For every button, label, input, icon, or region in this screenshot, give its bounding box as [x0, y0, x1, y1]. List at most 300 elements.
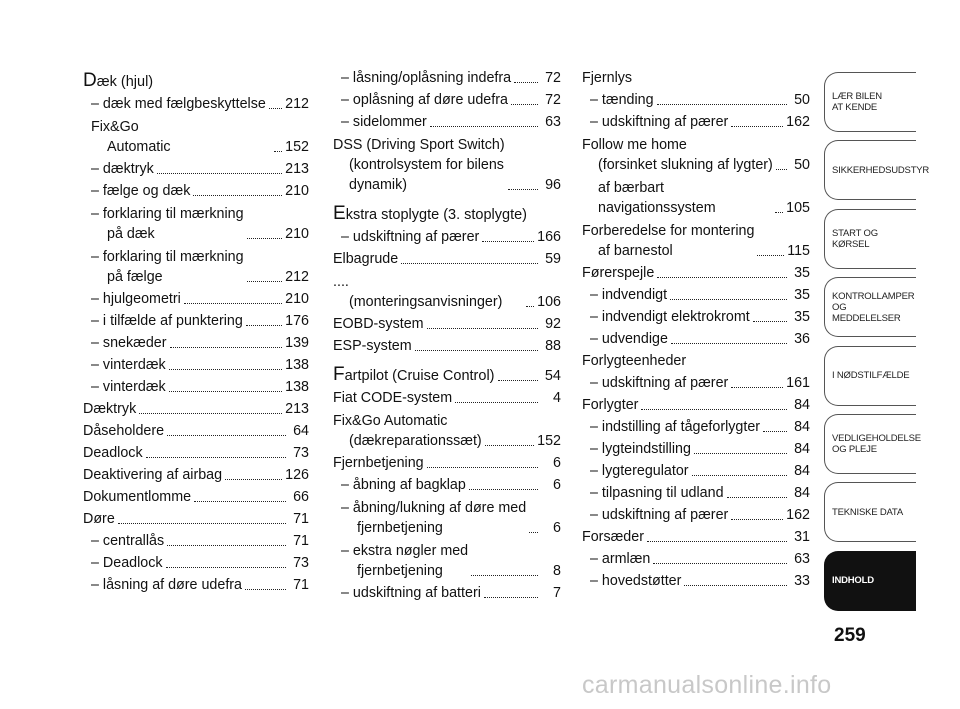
page-ref: 71 [293, 511, 309, 527]
entry-text: – hjulgeometri [91, 291, 181, 307]
entry-text: – Deadlock [91, 555, 163, 571]
entry-label [91, 531, 164, 551]
index-entry [83, 465, 309, 485]
leader-dots [692, 473, 787, 476]
entry-continuation: af bærbart navigationssystem [598, 180, 716, 216]
index-entry [582, 395, 810, 415]
index-entry [83, 311, 309, 331]
leader-dots [671, 341, 787, 344]
index-entry [582, 439, 810, 459]
index-entry [582, 90, 810, 110]
tab-label-line: KONTROLLAMPER [832, 290, 915, 302]
entry-text: .... [333, 274, 349, 290]
entry-text: – udvendige [590, 331, 668, 347]
entry-label [341, 112, 427, 132]
leader-dots [529, 530, 538, 533]
index-entry [83, 333, 309, 353]
index-entry [333, 453, 561, 473]
tab-label [832, 370, 909, 381]
index-entry [83, 246, 309, 287]
page-ref: 152 [285, 139, 309, 155]
index-section-heading [333, 199, 561, 225]
entry-text: Elbagrude [333, 251, 399, 267]
page-ref: 36 [794, 331, 810, 347]
index-entry [333, 90, 561, 110]
entry-label [83, 487, 191, 507]
index-entry [333, 540, 561, 581]
page-ref: 72 [545, 92, 561, 108]
entry-text: – fælge og dæk [91, 183, 191, 199]
leader-dots [763, 429, 787, 432]
index-entry [582, 417, 810, 437]
leader-dots [247, 236, 283, 239]
leader-dots [775, 210, 783, 213]
tab-label-line: TEKNISKE DATA [832, 506, 903, 518]
leader-dots [731, 517, 783, 520]
page-ref: 6 [553, 520, 561, 536]
page-ref: 84 [794, 419, 810, 435]
leader-dots [245, 587, 286, 590]
leader-dots [246, 323, 282, 326]
entry-text: Dæktryk [83, 401, 137, 417]
entry-text: – lygteregulator [590, 463, 689, 479]
entry-label [582, 395, 638, 415]
entry-label [83, 465, 222, 485]
index-entry [333, 410, 561, 451]
leader-dots [482, 239, 534, 242]
tab-label-line: OG PLEJE [832, 443, 877, 455]
entry-label [341, 541, 468, 581]
tab-label-line: SIKKERHEDSUDSTYR [832, 164, 930, 176]
index-entry [582, 220, 810, 261]
tab-tekniske-data[interactable] [824, 482, 916, 542]
index-column-1 [83, 66, 309, 595]
index-entry [333, 249, 561, 269]
tab-sikkerhedsudstyr[interactable] [824, 140, 930, 200]
entry-label [582, 177, 772, 218]
page-ref: 115 [787, 243, 810, 259]
index-entry [582, 263, 810, 283]
page-ref: 73 [293, 555, 309, 571]
leader-dots [184, 301, 282, 304]
entry-text: ESP-system [333, 338, 412, 354]
index-entry [333, 583, 561, 603]
page-ref: 92 [545, 316, 561, 332]
leader-dots [653, 561, 787, 564]
chapter-tabs [824, 72, 930, 619]
entry-text: – tænding [590, 92, 654, 108]
entry-text: – tilpasning til udland [590, 485, 724, 501]
entry-text: – snekæder [91, 335, 167, 351]
index-entry [83, 487, 309, 507]
entry-label [590, 90, 654, 110]
page-ref: 84 [794, 463, 810, 479]
index-entry [333, 134, 561, 195]
page-ref: 71 [293, 533, 309, 549]
entry-label [582, 351, 686, 371]
page-ref: 176 [285, 313, 309, 329]
leader-dots [139, 411, 282, 414]
leader-dots [498, 378, 539, 381]
entry-text: – åbning/lukning af døre med [341, 500, 527, 516]
index-entry [333, 314, 561, 334]
page-ref: 33 [794, 573, 810, 589]
index-entry [83, 203, 309, 244]
index-entry [582, 527, 810, 547]
entry-text: Deaktivering af airbag [83, 467, 223, 483]
page-ref: 31 [794, 529, 810, 545]
page-ref: 84 [794, 397, 810, 413]
index-entry [582, 505, 810, 525]
tab-i-nødstilfælde[interactable] [824, 346, 916, 406]
leader-dots [167, 433, 286, 436]
page-ref: 35 [794, 309, 810, 325]
leader-dots [508, 187, 538, 190]
entry-label [341, 227, 479, 247]
entry-text: – udskiftning af pærer [590, 114, 729, 130]
leader-dots [694, 451, 787, 454]
index-entry [333, 497, 561, 538]
entry-text: Fjernlys [582, 70, 633, 86]
entry-label [333, 249, 398, 269]
leader-dots [193, 193, 282, 196]
page-ref: 152 [537, 433, 561, 449]
page-ref: 166 [537, 229, 561, 245]
entry-text: – hovedstøtter [590, 573, 682, 589]
index-entry [582, 68, 810, 88]
entry-label [590, 571, 681, 591]
entry-label [91, 333, 167, 353]
index-entry [333, 475, 561, 495]
entry-label [83, 509, 115, 529]
index-section-heading [83, 66, 309, 92]
entry-text: – indstilling af tågeforlygter [590, 419, 761, 435]
entry-text: – forklaring til mærkning [91, 249, 244, 265]
entry-text: Forberedelse for montering [582, 223, 755, 239]
tab-label [832, 507, 903, 518]
entry-text: – åbning af bagklap [341, 477, 466, 493]
index-entry [333, 68, 561, 88]
index-entry [582, 549, 810, 569]
page-ref: 54 [544, 368, 561, 384]
index-entry [83, 443, 309, 463]
leader-dots [455, 400, 538, 403]
tab-start-og-kørsel[interactable] [824, 209, 916, 269]
page-ref: 162 [786, 114, 810, 130]
leader-dots [657, 275, 787, 278]
page-ref: 66 [293, 489, 309, 505]
tab-label-line: START OG KØRSEL [832, 227, 878, 250]
page-ref: 88 [545, 338, 561, 354]
tab-label [832, 91, 882, 113]
index-entry [83, 575, 309, 595]
entry-label [91, 204, 244, 244]
entry-text: – ekstra nøgler med [341, 543, 469, 559]
index-entry [83, 553, 309, 573]
entry-label [91, 247, 244, 287]
page-ref: 105 [786, 200, 810, 216]
index-section-heading [333, 360, 561, 386]
entry-label [590, 549, 650, 569]
entry-label [582, 527, 644, 547]
entry-continuation: Automatic [107, 139, 171, 155]
entry-label [341, 90, 508, 110]
entry-label [91, 553, 163, 573]
entry-text: – indvendigt [590, 287, 668, 303]
entry-continuation: (dækreparationssæt) [349, 433, 482, 449]
index-entry [582, 373, 810, 393]
leader-dots [731, 385, 783, 388]
page-ref: 106 [537, 294, 561, 310]
entry-continuation: (forsinket slukning af lygter) [598, 157, 773, 173]
entry-label [333, 336, 412, 356]
entry-text: – i tilfælde af punktering [91, 313, 243, 329]
entry-label [91, 94, 266, 114]
index-entry [83, 421, 309, 441]
entry-label [590, 307, 750, 327]
entry-text: DSS (Driving Sport Switch) [333, 137, 505, 153]
leader-dots [731, 124, 783, 127]
leader-dots [247, 279, 283, 282]
leader-dots [225, 477, 282, 480]
leader-dots [167, 543, 286, 546]
page-ref: 210 [285, 291, 309, 307]
page-ref: 72 [545, 70, 561, 86]
index-column-2 [333, 66, 561, 603]
leader-dots [657, 102, 787, 105]
page-ref: 73 [293, 445, 309, 461]
entry-label [333, 411, 482, 451]
page-ref: 4 [553, 390, 561, 406]
entry-text: – lygteindstilling [590, 441, 691, 457]
page-ref: 6 [553, 477, 561, 493]
tab-label-line: VEDLIGEHOLDELSE [832, 432, 921, 444]
entry-label [590, 373, 728, 393]
page-ref: 50 [794, 92, 810, 108]
entry-text: Follow me home [582, 137, 687, 153]
index-entry [582, 461, 810, 481]
entry-continuation: dynamik) [349, 177, 407, 193]
leader-dots [269, 106, 282, 109]
leader-dots [430, 124, 538, 127]
leader-dots [427, 326, 538, 329]
leader-dots [670, 297, 787, 300]
tab-label-line: LÆR BILEN [832, 91, 882, 102]
leader-dots [776, 167, 787, 170]
tab-kontrollamper[interactable] [824, 277, 916, 337]
entry-label [590, 329, 668, 349]
drop-letter: E [333, 203, 346, 224]
entry-label [333, 388, 452, 408]
entry-label [91, 355, 166, 375]
index-entry [333, 271, 561, 312]
entry-text: Deadlock [83, 445, 143, 461]
index-entry [83, 399, 309, 419]
entry-text: – låsning af døre udefra [91, 577, 243, 593]
entry-label [333, 271, 523, 312]
entry-text: – armlæn [590, 551, 651, 567]
section-heading-text [83, 71, 153, 92]
section-heading-text [333, 204, 527, 225]
page-ref: 212 [285, 96, 309, 112]
tab-lær-bilen[interactable] [824, 72, 916, 132]
tab-label [832, 228, 916, 250]
tab-vedligeholdelse[interactable] [824, 414, 921, 474]
entry-continuation: (kontrolsystem for bilens [349, 157, 504, 173]
leader-dots [511, 102, 538, 105]
entry-continuation: på dæk [107, 226, 155, 242]
page-ref: 7 [553, 585, 561, 601]
index-entry [83, 94, 309, 114]
tab-label-line: OG MEDDELELSER [832, 301, 901, 324]
entry-label [590, 285, 667, 305]
page-ref: 63 [794, 551, 810, 567]
index-entry [83, 181, 309, 201]
entry-text: – oplåsning af døre udefra [341, 92, 508, 108]
leader-dots [484, 595, 538, 598]
entry-label [590, 112, 728, 132]
entry-label [590, 439, 691, 459]
leader-dots [471, 573, 538, 576]
entry-text: – centrallås [91, 533, 165, 549]
leader-dots [526, 304, 534, 307]
leader-dots [647, 539, 787, 542]
tab-label [832, 165, 929, 176]
page-ref: 161 [786, 375, 810, 391]
leader-dots [169, 367, 282, 370]
page-ref: 210 [285, 183, 309, 199]
leader-dots [427, 465, 538, 468]
entry-text: Dokumentlomme [83, 489, 192, 505]
leader-dots [684, 583, 787, 586]
page-ref: 8 [553, 563, 561, 579]
page-ref: 64 [293, 423, 309, 439]
tab-indhold[interactable] [824, 551, 916, 611]
page-ref: 210 [285, 226, 309, 242]
heading-rest: æk (hjul) [96, 74, 154, 90]
page-ref: 35 [794, 265, 810, 281]
entry-text: EOBD-system [333, 316, 424, 332]
leader-dots [753, 319, 787, 322]
leader-dots [170, 345, 283, 348]
leader-dots [727, 495, 787, 498]
entry-text: – forklaring til mærkning [91, 206, 244, 222]
index-entry [333, 388, 561, 408]
tab-label [832, 291, 916, 324]
heading-rest: kstra stoplygte (3. stoplygte) [345, 207, 528, 223]
index-entry [333, 336, 561, 356]
page-ref: 84 [794, 441, 810, 457]
entry-text: Fix&Go [91, 119, 139, 135]
entry-label [333, 314, 424, 334]
page-ref: 139 [285, 335, 309, 351]
entry-text: Døre [83, 511, 115, 527]
leader-dots [274, 149, 282, 152]
entry-text: – udskiftning af pærer [590, 375, 729, 391]
index-entry [582, 329, 810, 349]
entry-text: Fiat CODE-system [333, 390, 453, 406]
page-ref: 126 [285, 467, 309, 483]
entry-label [590, 417, 760, 437]
index-entry [83, 531, 309, 551]
entry-label [590, 505, 728, 525]
index-entry [83, 355, 309, 375]
entry-label [341, 583, 481, 603]
entry-label [91, 311, 243, 331]
entry-label [333, 135, 505, 195]
index-entry [333, 227, 561, 247]
index-entry [582, 483, 810, 503]
entry-text: – dæk med fælgbeskyttelse [91, 96, 266, 112]
index-entry [83, 159, 309, 179]
page-number: 259 [834, 625, 866, 646]
tab-label [832, 433, 921, 455]
leader-dots [194, 499, 286, 502]
page-ref: 84 [794, 485, 810, 501]
entry-text: Dåseholdere [83, 423, 165, 439]
leader-dots [401, 261, 538, 264]
entry-label [341, 475, 466, 495]
index-entry [582, 571, 810, 591]
entry-label [590, 461, 689, 481]
leader-dots [469, 487, 538, 490]
leader-dots [641, 407, 787, 410]
drop-letter: D [83, 70, 97, 91]
entry-text: – indvendigt elektrokromt [590, 309, 750, 325]
entry-label [582, 68, 632, 88]
entry-text: Forlygter [582, 397, 639, 413]
page-ref: 59 [545, 251, 561, 267]
entry-text: Fjernbetjening [333, 455, 424, 471]
index-entry [582, 307, 810, 327]
page-ref: 213 [285, 401, 309, 417]
index-entry [582, 285, 810, 305]
entry-text: – låsning/oplåsning indefra [341, 70, 512, 86]
leader-dots [118, 521, 286, 524]
entry-label [91, 289, 181, 309]
page-ref: 162 [786, 507, 810, 523]
index-entry [83, 116, 309, 157]
index-column-3 [582, 66, 810, 591]
entry-text: Forlygteenheder [582, 353, 687, 369]
index-entry [582, 351, 810, 371]
tab-label [832, 575, 874, 586]
leader-dots [485, 443, 534, 446]
entry-label [91, 159, 154, 179]
entry-text: – dæktryk [91, 161, 154, 177]
index-entry [582, 112, 810, 132]
entry-label [91, 575, 242, 595]
entry-continuation: af barnestol [598, 243, 673, 259]
tab-label-line: AT KENDE [832, 102, 878, 113]
entry-label [582, 221, 754, 261]
page-ref: 213 [285, 161, 309, 177]
entry-label [582, 135, 773, 175]
page-ref: 138 [285, 379, 309, 395]
entry-label [91, 377, 166, 397]
entry-continuation: (monteringsanvisninger) [349, 294, 503, 310]
page-ref: 63 [545, 114, 561, 130]
leader-dots [146, 455, 286, 458]
leader-dots [157, 171, 282, 174]
leader-dots [514, 80, 538, 83]
tab-label-line: I NØDSTILFÆLDE [832, 370, 910, 382]
entry-label [341, 498, 526, 538]
page-ref: 71 [293, 577, 309, 593]
entry-text: Forsæder [582, 529, 644, 545]
entry-label [590, 483, 724, 503]
drop-letter: F [333, 364, 345, 385]
